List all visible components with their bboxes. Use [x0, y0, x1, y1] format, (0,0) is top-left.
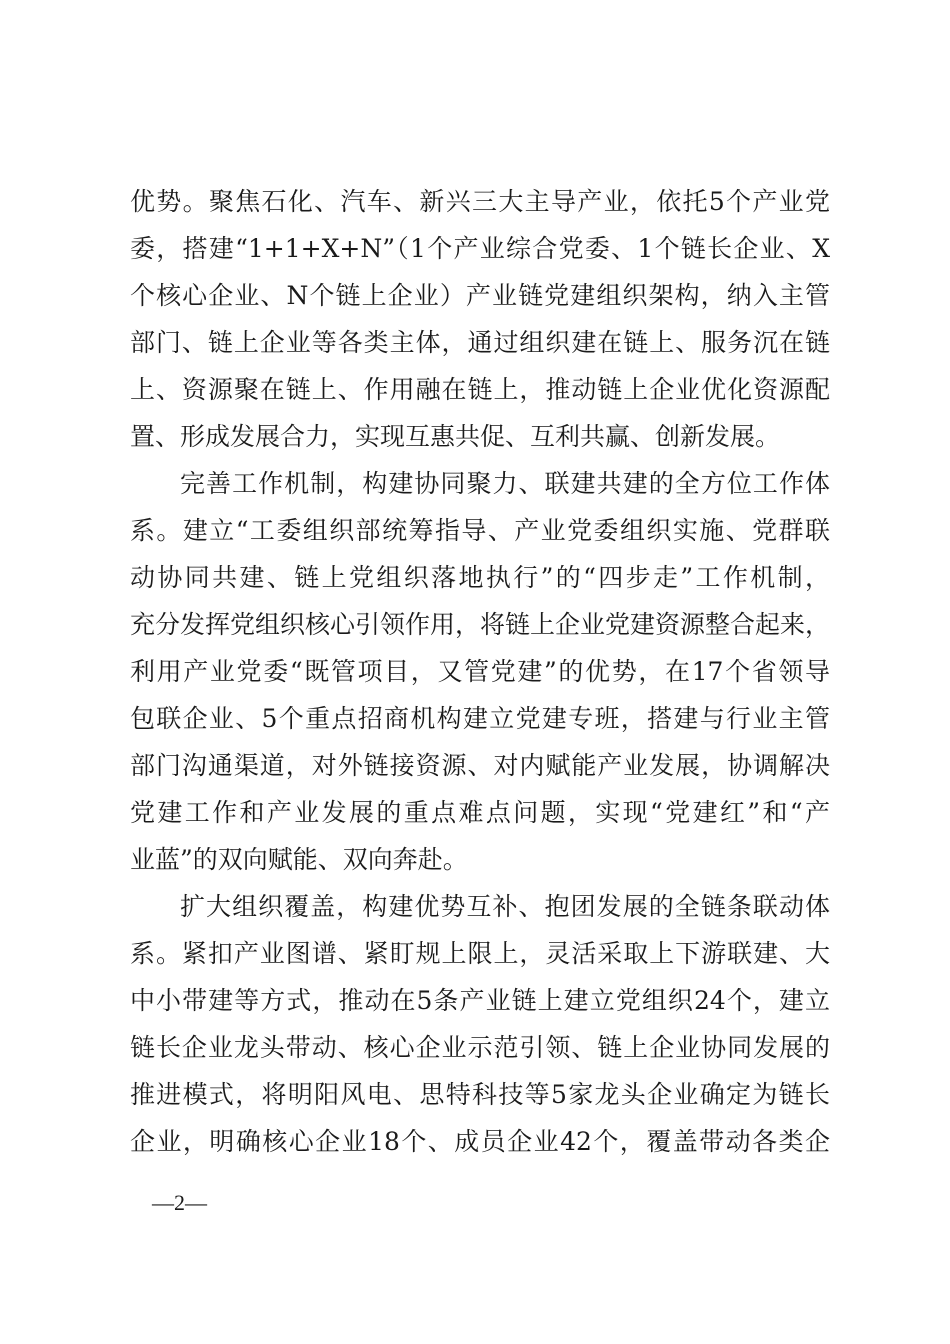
text-line: 业蓝”的双向赋能、双向奔赴。 [130, 845, 468, 874]
text-line: 企业，明确核心企业18个、成员企业42个，覆盖带动各类企 [130, 1127, 830, 1156]
text-line: 党建工作和产业发展的重点难点问题，实现“党建红”和“产 [130, 798, 830, 827]
text-line: 部门、链上企业等各类主体，通过组织建在链上、服务沉在链 [130, 328, 830, 357]
text-line: 动协同共建、链上党组织落地执行”的“四步走”工作机制， [130, 563, 830, 592]
body-text [130, 178, 830, 1165]
text-line: 推进模式，将明阳风电、思特科技等5家龙头企业确定为链长 [130, 1080, 830, 1109]
text-line: 上、资源聚在链上、作用融在链上，推动链上企业优化资源配 [130, 375, 830, 404]
text-line: 系。紧扣产业图谱、紧盯规上限上，灵活采取上下游联建、大 [130, 939, 830, 968]
page-number: —2— [152, 1190, 207, 1215]
text-line: 系。建立“工委组织部统筹指导、产业党委组织实施、党群联 [130, 516, 830, 545]
text-line: 置、形成发展合力，实现互惠共促、互利共赢、创新发展。 [130, 422, 781, 451]
text-line: 扩大组织覆盖，构建优势互补、抱团发展的全链条联动体 [180, 892, 830, 921]
text-line: 委，搭建“1+1+X+N”（1个产业综合党委、1个链长企业、X [130, 234, 830, 263]
text-line: 中小带建等方式，推动在5条产业链上建立党组织24个，建立 [130, 986, 830, 1015]
text-line: 部门沟通渠道，对外链接资源、对内赋能产业发展，协调解决 [130, 751, 830, 780]
text-line: 完善工作机制，构建协同聚力、联建共建的全方位工作体 [180, 469, 830, 498]
text-line: 包联企业、5个重点招商机构建立党建专班，搭建与行业主管 [130, 704, 830, 733]
text-line: 链长企业龙头带动、核心企业示范引领、链上企业协同发展的 [130, 1033, 830, 1062]
text-line: 优势。聚焦石化、汽车、新兴三大主导产业，依托5个产业党 [130, 187, 830, 216]
text-line: 利用产业党委“既管项目，又管党建”的优势，在17个省领导 [130, 657, 830, 686]
text-line: 充分发挥党组织核心引领作用，将链上企业党建资源整合起来， [130, 610, 831, 639]
text-line: 个核心企业、N个链上企业）产业链党建组织架构，纳入主管 [130, 281, 830, 310]
